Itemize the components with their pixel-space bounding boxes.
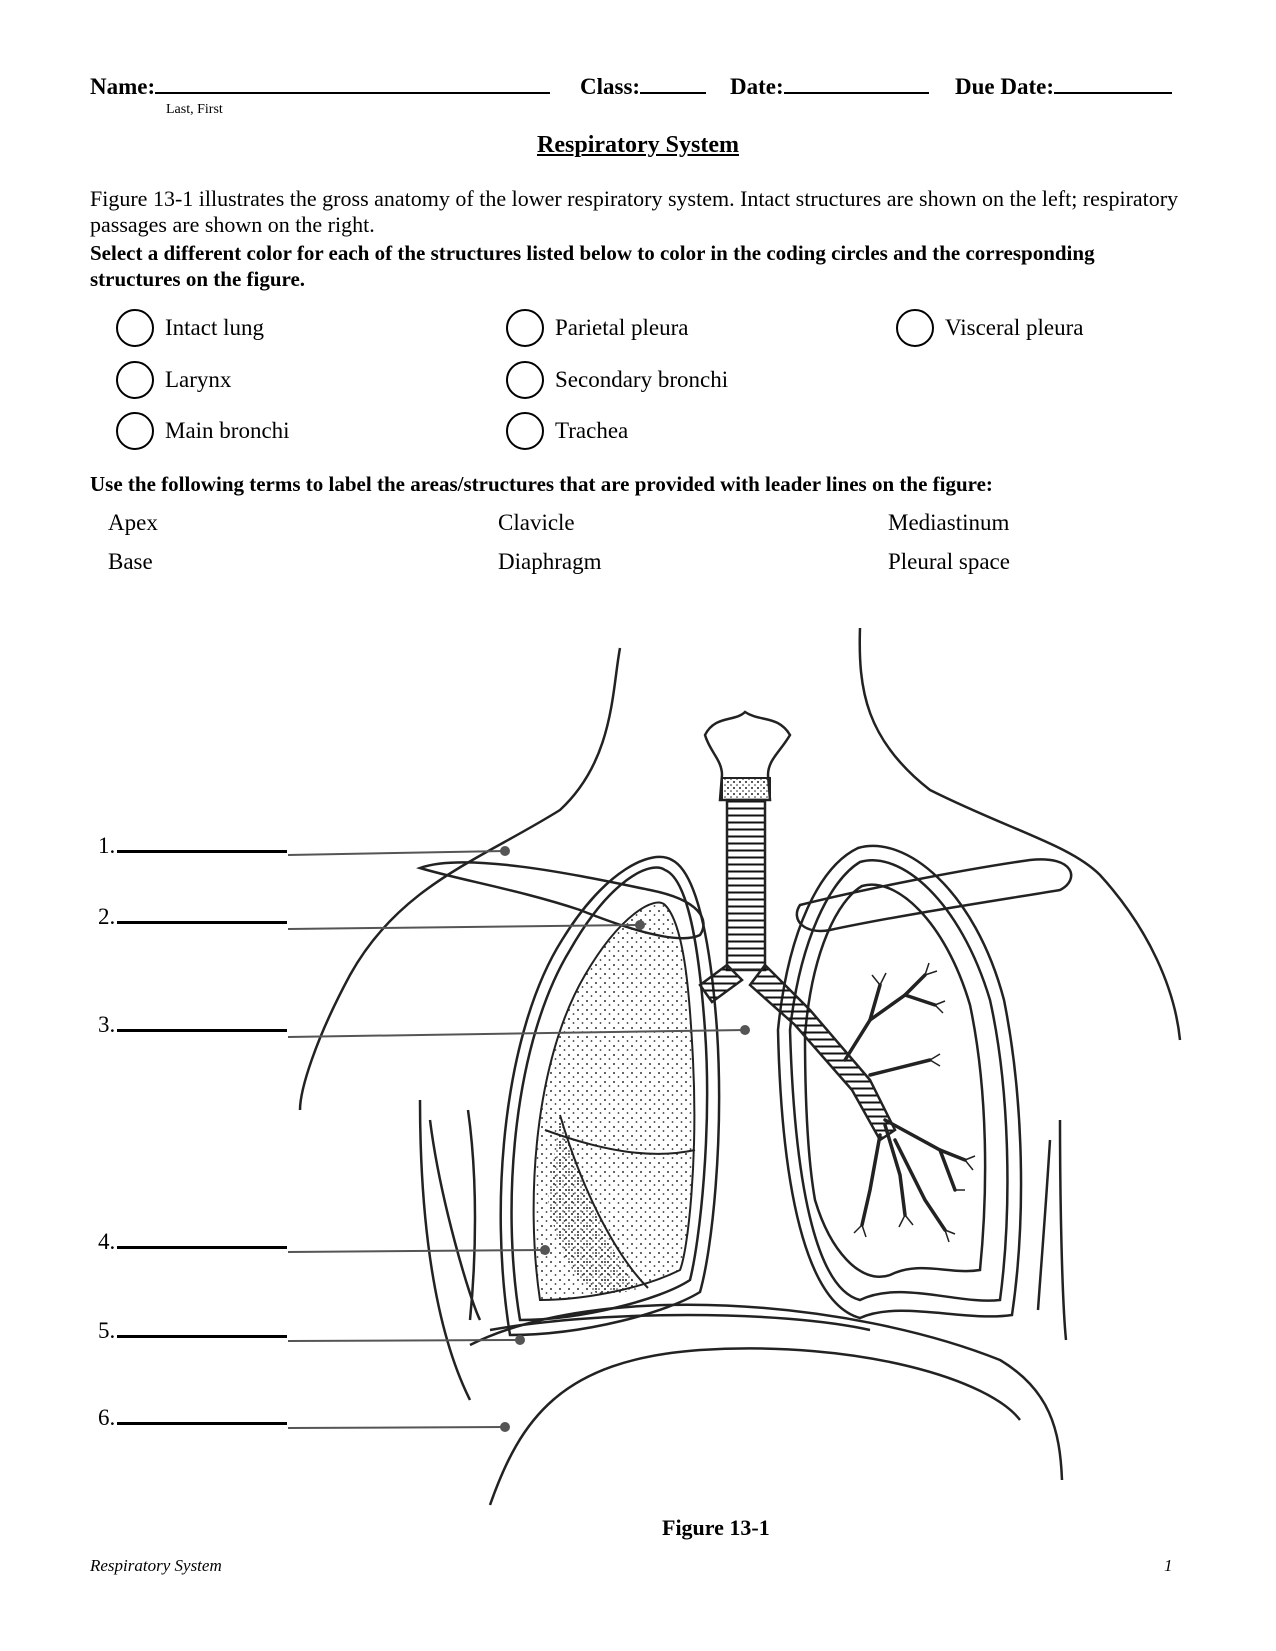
label-blank-6[interactable] bbox=[98, 1405, 287, 1431]
structure-label: Intact lung bbox=[165, 315, 264, 340]
date-line[interactable] bbox=[784, 74, 929, 94]
trachea bbox=[727, 800, 765, 970]
coding-circle-parietal-pleura[interactable] bbox=[506, 309, 544, 347]
blank-number: 2. bbox=[98, 904, 116, 929]
structure-label: Visceral pleura bbox=[945, 315, 1084, 340]
name-sublabel: Last, First bbox=[166, 102, 223, 117]
structure-label: Main bronchi bbox=[165, 418, 290, 443]
instruction-text: Select a different color for each of the structures listed below to color in the coding circles and the corresponding structures on the figure. bbox=[90, 241, 1095, 291]
label-blank-5[interactable] bbox=[98, 1318, 287, 1344]
structure-label: Trachea bbox=[555, 418, 629, 443]
left-lung bbox=[501, 857, 719, 1335]
name-field bbox=[90, 74, 550, 100]
term: Pleural space bbox=[888, 549, 1010, 574]
blank-number: 5. bbox=[98, 1318, 116, 1343]
date-field bbox=[730, 74, 929, 100]
due-date-line[interactable] bbox=[1054, 74, 1172, 94]
coding-circle-main-bronchi[interactable] bbox=[116, 412, 154, 450]
page-number: 1 bbox=[1164, 1556, 1173, 1575]
coding-circle-visceral-pleura[interactable] bbox=[896, 309, 934, 347]
blank-number: 1. bbox=[98, 833, 116, 858]
blank-number: 3. bbox=[98, 1012, 116, 1037]
due-date-label: Due Date: bbox=[955, 74, 1054, 99]
label-blank-4[interactable] bbox=[98, 1229, 287, 1255]
blank-number: 6. bbox=[98, 1405, 116, 1430]
term: Clavicle bbox=[498, 510, 575, 535]
structure-label: Larynx bbox=[165, 367, 232, 392]
larynx-cartilage bbox=[722, 778, 770, 800]
name-label: Name: bbox=[90, 74, 156, 99]
right-main-bronchus bbox=[750, 965, 895, 1140]
class-label: Class: bbox=[580, 74, 641, 99]
label-blank-3[interactable] bbox=[98, 1012, 287, 1038]
intro-text: Figure 13-1 illustrates the gross anatomy of the lower respiratory system. Intact structures are shown on the left; respiratory passages are shown on the right. bbox=[90, 186, 1179, 237]
figure-caption: Figure 13-1 bbox=[662, 1515, 770, 1540]
structure-label: Secondary bronchi bbox=[555, 367, 729, 392]
coding-circle-secondary-bronchi[interactable] bbox=[506, 361, 544, 399]
label-blank-1[interactable] bbox=[98, 833, 287, 859]
label-blank-2[interactable] bbox=[98, 904, 287, 930]
term: Apex bbox=[108, 510, 158, 535]
due-date-field bbox=[955, 74, 1172, 100]
term: Base bbox=[108, 549, 153, 574]
label-instruction: Use the following terms to label the areas/structures that are provided with leader lines on the figure: bbox=[90, 472, 993, 496]
date-label: Date: bbox=[730, 74, 784, 99]
term: Diaphragm bbox=[498, 549, 602, 574]
footer-title: Respiratory System bbox=[90, 1556, 222, 1575]
term: Mediastinum bbox=[888, 510, 1010, 535]
structure-label: Parietal pleura bbox=[555, 315, 689, 340]
coding-circle-trachea[interactable] bbox=[506, 412, 544, 450]
respiratory-figure bbox=[0, 600, 1276, 1520]
blank-number: 4. bbox=[98, 1229, 116, 1254]
page-title: Respiratory System bbox=[537, 132, 739, 158]
coding-circle-intact-lung[interactable] bbox=[116, 309, 154, 347]
name-line[interactable] bbox=[155, 74, 550, 94]
class-field bbox=[580, 74, 706, 100]
class-line[interactable] bbox=[640, 74, 706, 94]
coding-circle-larynx[interactable] bbox=[116, 361, 154, 399]
